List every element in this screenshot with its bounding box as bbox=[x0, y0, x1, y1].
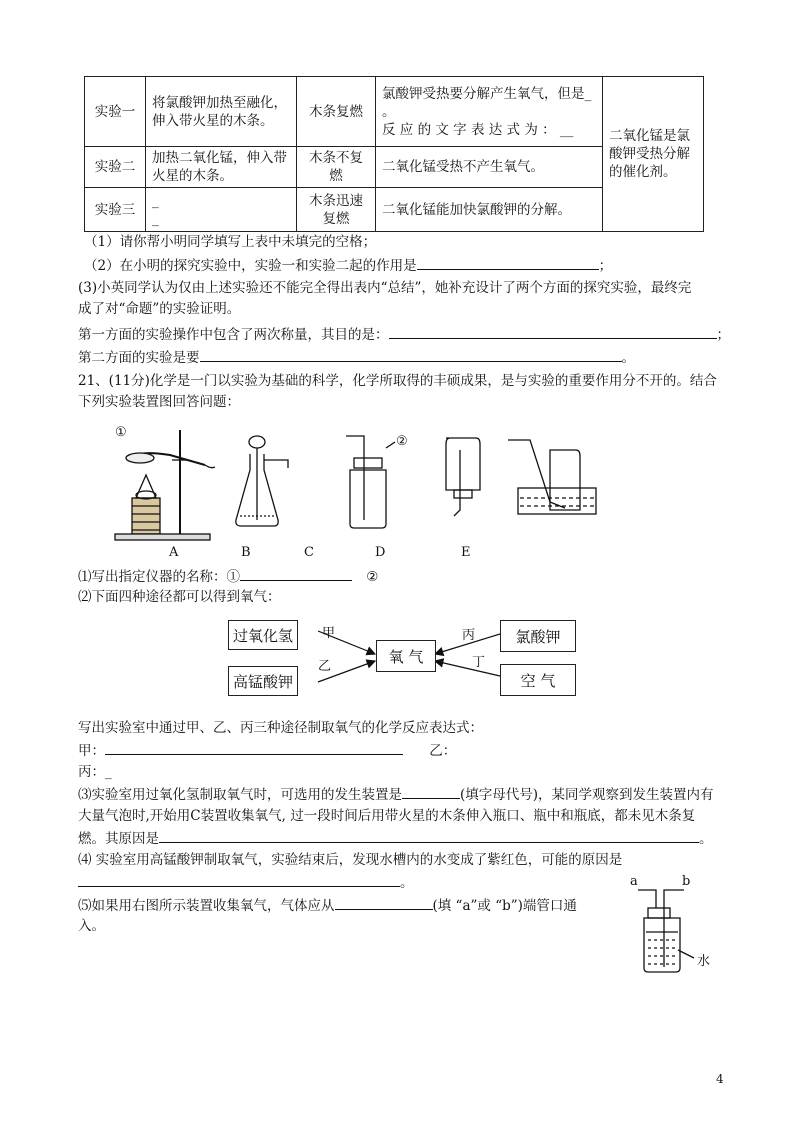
box-air: 空 气 bbox=[500, 664, 576, 696]
apparatus-figure bbox=[110, 420, 600, 550]
answer-blank[interactable] bbox=[105, 740, 403, 755]
q21-s5-line1: ⑸如果用右图所示装置收集氧气，气体应从 (填 “a”或 “b”)端管口通 bbox=[78, 895, 577, 916]
apparatus-e bbox=[446, 438, 480, 516]
box-oxygen: 氧 气 bbox=[376, 640, 436, 672]
row1-operation: 将氯酸钾加热至融化，伸入带火星的木条。 bbox=[146, 77, 297, 147]
box-hydrogen-peroxide: 过氧化氢 bbox=[228, 620, 298, 650]
answer-blank[interactable] bbox=[402, 784, 460, 799]
q21-s4-line2: 。 bbox=[78, 872, 414, 893]
answer-blank[interactable] bbox=[159, 828, 699, 843]
q20-part3-line2: 成了对“命题”的实验证明。 bbox=[78, 301, 241, 317]
path-ding: 丁 bbox=[472, 655, 486, 670]
box-potassium-permanganate: 高锰酸钾 bbox=[228, 666, 298, 696]
apparatus-b bbox=[236, 436, 288, 526]
answer-blank[interactable] bbox=[335, 895, 433, 910]
row1-conclusion bbox=[376, 77, 603, 147]
row3-operation-a: _ bbox=[152, 192, 159, 209]
row2-name: 实验二 bbox=[85, 147, 146, 188]
marker-2: ② bbox=[396, 434, 408, 449]
row2-operation: 加热二氧化锰，伸入带火星的木条。 bbox=[146, 147, 297, 188]
fig-label-a: a bbox=[630, 874, 638, 889]
row1-phenomenon: 木条复燃 bbox=[297, 77, 376, 147]
q21-s1: ⑴写出指定仪器的名称：① ② bbox=[78, 566, 378, 587]
label-e: E bbox=[461, 545, 471, 560]
path-jia: 甲 bbox=[322, 626, 336, 641]
q21-s3-line2: 大量气泡时,开始用C装置收集氧气, 过一段时间后用带火星的木条伸入瓶口、瓶中和瓶底，都未见木条复 bbox=[78, 808, 696, 824]
marker-1: ① bbox=[115, 425, 127, 440]
row3-operation-b: _ bbox=[152, 210, 159, 227]
path-yi: 乙 bbox=[318, 659, 332, 674]
apparatus-d bbox=[346, 436, 395, 528]
summary-cell: 二氧化锰是氯酸钾受热分解的催化剂。 bbox=[603, 77, 704, 232]
q21-s3-line3: 燃。其原因是 。 bbox=[78, 828, 713, 849]
collection-bottle-figure bbox=[628, 872, 728, 978]
box-potassium-chlorate: 氯酸钾 bbox=[500, 620, 576, 652]
apparatus-a bbox=[115, 430, 215, 540]
label-a: A bbox=[169, 545, 179, 560]
q21-jia-line: 甲： 乙： bbox=[78, 740, 456, 761]
apparatus-water-trough bbox=[508, 440, 596, 514]
q21-s2: ⑵下面四种途径都可以得到氧气： bbox=[78, 589, 281, 605]
q21-s2b: 写出实验室中通过甲、乙、丙三种途径制取氧气的化学反应表达式： bbox=[78, 720, 483, 736]
q21-s5-line2: 入。 bbox=[78, 918, 105, 934]
q20-second-aspect: 第二方面的实验是要 。 bbox=[78, 347, 635, 368]
path-bing: 丙 bbox=[462, 628, 476, 643]
q20-part1: （1）请你帮小明同学填写上表中未填完的空格； bbox=[84, 234, 377, 250]
fig-label-b: b bbox=[682, 874, 691, 889]
row3-conclusion: 二氧化锰能加快氯酸钾的分解。 bbox=[376, 188, 603, 232]
answer-blank[interactable] bbox=[78, 872, 400, 887]
experiment-table bbox=[84, 76, 704, 232]
label-d: D bbox=[375, 545, 386, 560]
answer-blank[interactable] bbox=[240, 566, 352, 581]
row1-conclusion-b: 。 bbox=[382, 103, 396, 120]
q20-part3-line1: (3)小英同学认为仅由上述实验还不能完全得出表内“总结”，她补充设计了两个方面的探究实验，最终完 bbox=[78, 280, 692, 296]
page-number: 4 bbox=[716, 1072, 724, 1086]
row1-name: 实验一 bbox=[85, 77, 146, 147]
row2-conclusion: 二氧化锰受热不产生氧气。 bbox=[376, 147, 603, 188]
row3-phenomenon: 木条迅速复燃 bbox=[297, 188, 376, 232]
row1-conclusion-d: __ bbox=[559, 121, 574, 138]
q21-intro-line2: 下列实验装置图回答问题： bbox=[78, 394, 240, 410]
row3-operation bbox=[146, 188, 297, 232]
answer-blank[interactable] bbox=[389, 324, 717, 339]
row1-conclusion-c: 反 应 的 文 字 表 达 式 为 ： bbox=[382, 121, 556, 138]
row1-conclusion-a: 氯酸钾受热要分解产生氧气，但是_ bbox=[382, 85, 592, 102]
fig-label-water: 水 bbox=[697, 954, 711, 969]
answer-blank[interactable] bbox=[417, 255, 599, 270]
q21-s3-line1: ⑶实验室用过氧化氢制取氧气时，可选用的发生装置是 (填字母代号)，某同学观察到发生装置内有 bbox=[78, 784, 714, 805]
label-c: C bbox=[304, 545, 314, 560]
q21-s4-line1: ⑷ 实验室用高锰酸钾制取氧气，实验结束后，发现水槽内的水变成了紫红色，可能的原因是 bbox=[78, 852, 623, 868]
answer-blank[interactable] bbox=[200, 347, 622, 362]
row2-phenomenon: 木条不复燃 bbox=[297, 147, 376, 188]
label-b: B bbox=[241, 545, 251, 560]
q21-intro-line1: 21、(11分)化学是一门以实验为基础的科学，化学所取得的丰硕成果，是与实验的重要作用分不开的。结合 bbox=[78, 373, 717, 389]
q20-part2: （2）在小明的探究实验中，实验一和实验二起的作用是 ； bbox=[84, 255, 612, 276]
q20-first-aspect: 第一方面的实验操作中包含了两次称量，其目的是： ； bbox=[78, 324, 730, 345]
q21-bing-line: 丙：_ bbox=[78, 764, 112, 780]
row3-name: 实验三 bbox=[85, 188, 146, 232]
